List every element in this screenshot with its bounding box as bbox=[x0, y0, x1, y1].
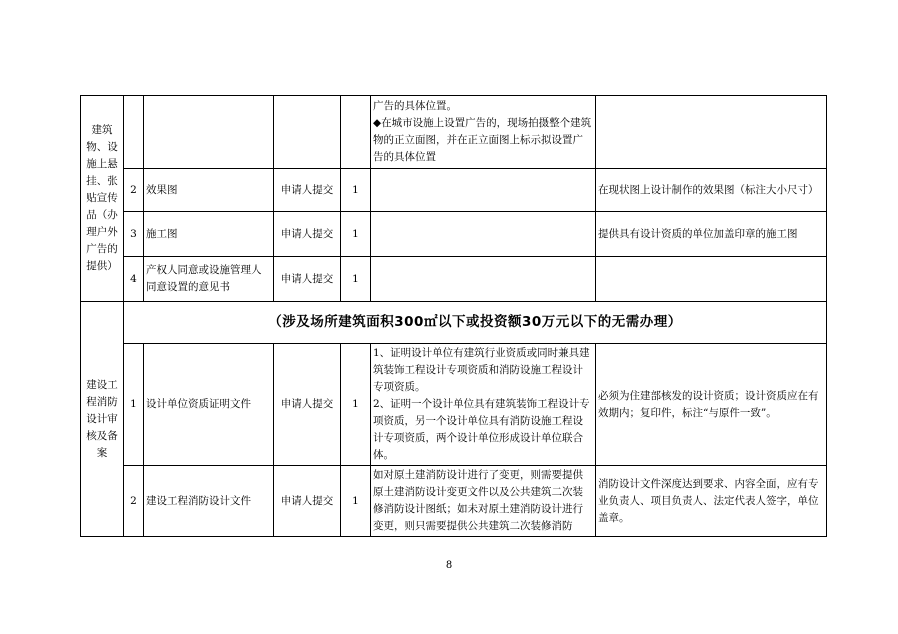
remark-cell bbox=[596, 257, 827, 302]
copies-count: 1 bbox=[341, 344, 371, 466]
item-name: 产权人同意或设施管理人同意设置的意见书 bbox=[144, 257, 274, 302]
item-name: 施工图 bbox=[144, 212, 274, 257]
item-number: 2 bbox=[124, 169, 144, 212]
category-cell: 建设工程消防设计审核及备案 bbox=[81, 302, 124, 537]
item-number: 1 bbox=[124, 344, 144, 466]
item-name: 建设工程消防设计文件 bbox=[144, 466, 274, 537]
requirements-cell bbox=[371, 212, 596, 257]
table-row bbox=[81, 466, 827, 537]
requirements-cell bbox=[371, 344, 596, 466]
requirement-line: 如对原土建消防设计进行了变更，则需要提供原土建消防设计变更文件以及公共建筑二次装修消防设计图纸；如未对原土建消防设计进行变更，则只需要提供公共建筑二次装修消防 bbox=[373, 469, 583, 532]
copies-count: 1 bbox=[341, 257, 371, 302]
item-number: 4 bbox=[124, 257, 144, 302]
remark-cell: 提供具有设计资质的单位加盖印章的施工图 bbox=[596, 212, 827, 257]
remark-cell bbox=[596, 96, 827, 169]
item-number bbox=[124, 96, 144, 169]
category-cell: 建筑物、设施上悬挂、张贴宣传品（办理户外广告的提供） bbox=[81, 96, 124, 302]
page-number: 8 bbox=[445, 560, 453, 571]
item-name: 效果图 bbox=[144, 169, 274, 212]
copies-count: 1 bbox=[341, 466, 371, 537]
requirement-line: ◆在城市设施上设置广告的，现场拍摄整个建筑物的正立面图，并在正立面图上标示拟设置广告的具体位置 bbox=[373, 117, 592, 163]
remark-cell: 必须为住建部核发的设计资质；设计资质应在有效期内；复印件，标注“与原件一致”。 bbox=[596, 344, 827, 466]
remark-cell: 在现状图上设计制作的效果图（标注大小尺寸） bbox=[596, 169, 827, 212]
copies-count bbox=[341, 96, 371, 169]
table-row bbox=[81, 344, 827, 466]
item-number: 2 bbox=[124, 466, 144, 537]
exemption-note: （涉及场所建筑面积300㎡以下或投资额30万元以下的无需办理） bbox=[124, 302, 827, 344]
submitter bbox=[274, 96, 341, 169]
submitter: 申请人提交 bbox=[274, 212, 341, 257]
item-number: 3 bbox=[124, 212, 144, 257]
item-name bbox=[144, 96, 274, 169]
requirement-line: 2、证明一个设计单位具有建筑装饰工程设计专项资质，另一个设计单位具有消防设施工程设计专项资质，两个设计单位形成设计单位联合体。 bbox=[373, 398, 590, 461]
submitter: 申请人提交 bbox=[274, 169, 341, 212]
submitter: 申请人提交 bbox=[274, 257, 341, 302]
materials-table bbox=[80, 95, 827, 537]
requirements-cell bbox=[371, 257, 596, 302]
requirements-cell bbox=[371, 169, 596, 212]
copies-count: 1 bbox=[341, 212, 371, 257]
table-row bbox=[81, 257, 827, 302]
submitter: 申请人提交 bbox=[274, 344, 341, 466]
requirements-cell bbox=[371, 466, 596, 537]
copies-count: 1 bbox=[341, 169, 371, 212]
table-row bbox=[81, 212, 827, 257]
remark-cell: 消防设计文件深度达到要求、内容全面，应有专业负责人、项目负责人、法定代表人签字，单位盖章。 bbox=[596, 466, 827, 537]
requirements-cell bbox=[371, 96, 596, 169]
requirement-line: 广告的具体位置。 bbox=[373, 100, 457, 112]
requirement-line: 1、证明设计单位有建筑行业资质或同时兼具建筑装饰工程设计专项资质和消防设施工程设计专项资质。 bbox=[373, 347, 590, 393]
table-row bbox=[81, 96, 827, 169]
item-name: 设计单位资质证明文件 bbox=[144, 344, 274, 466]
table-row bbox=[81, 302, 827, 344]
submitter: 申请人提交 bbox=[274, 466, 341, 537]
table-row bbox=[81, 169, 827, 212]
